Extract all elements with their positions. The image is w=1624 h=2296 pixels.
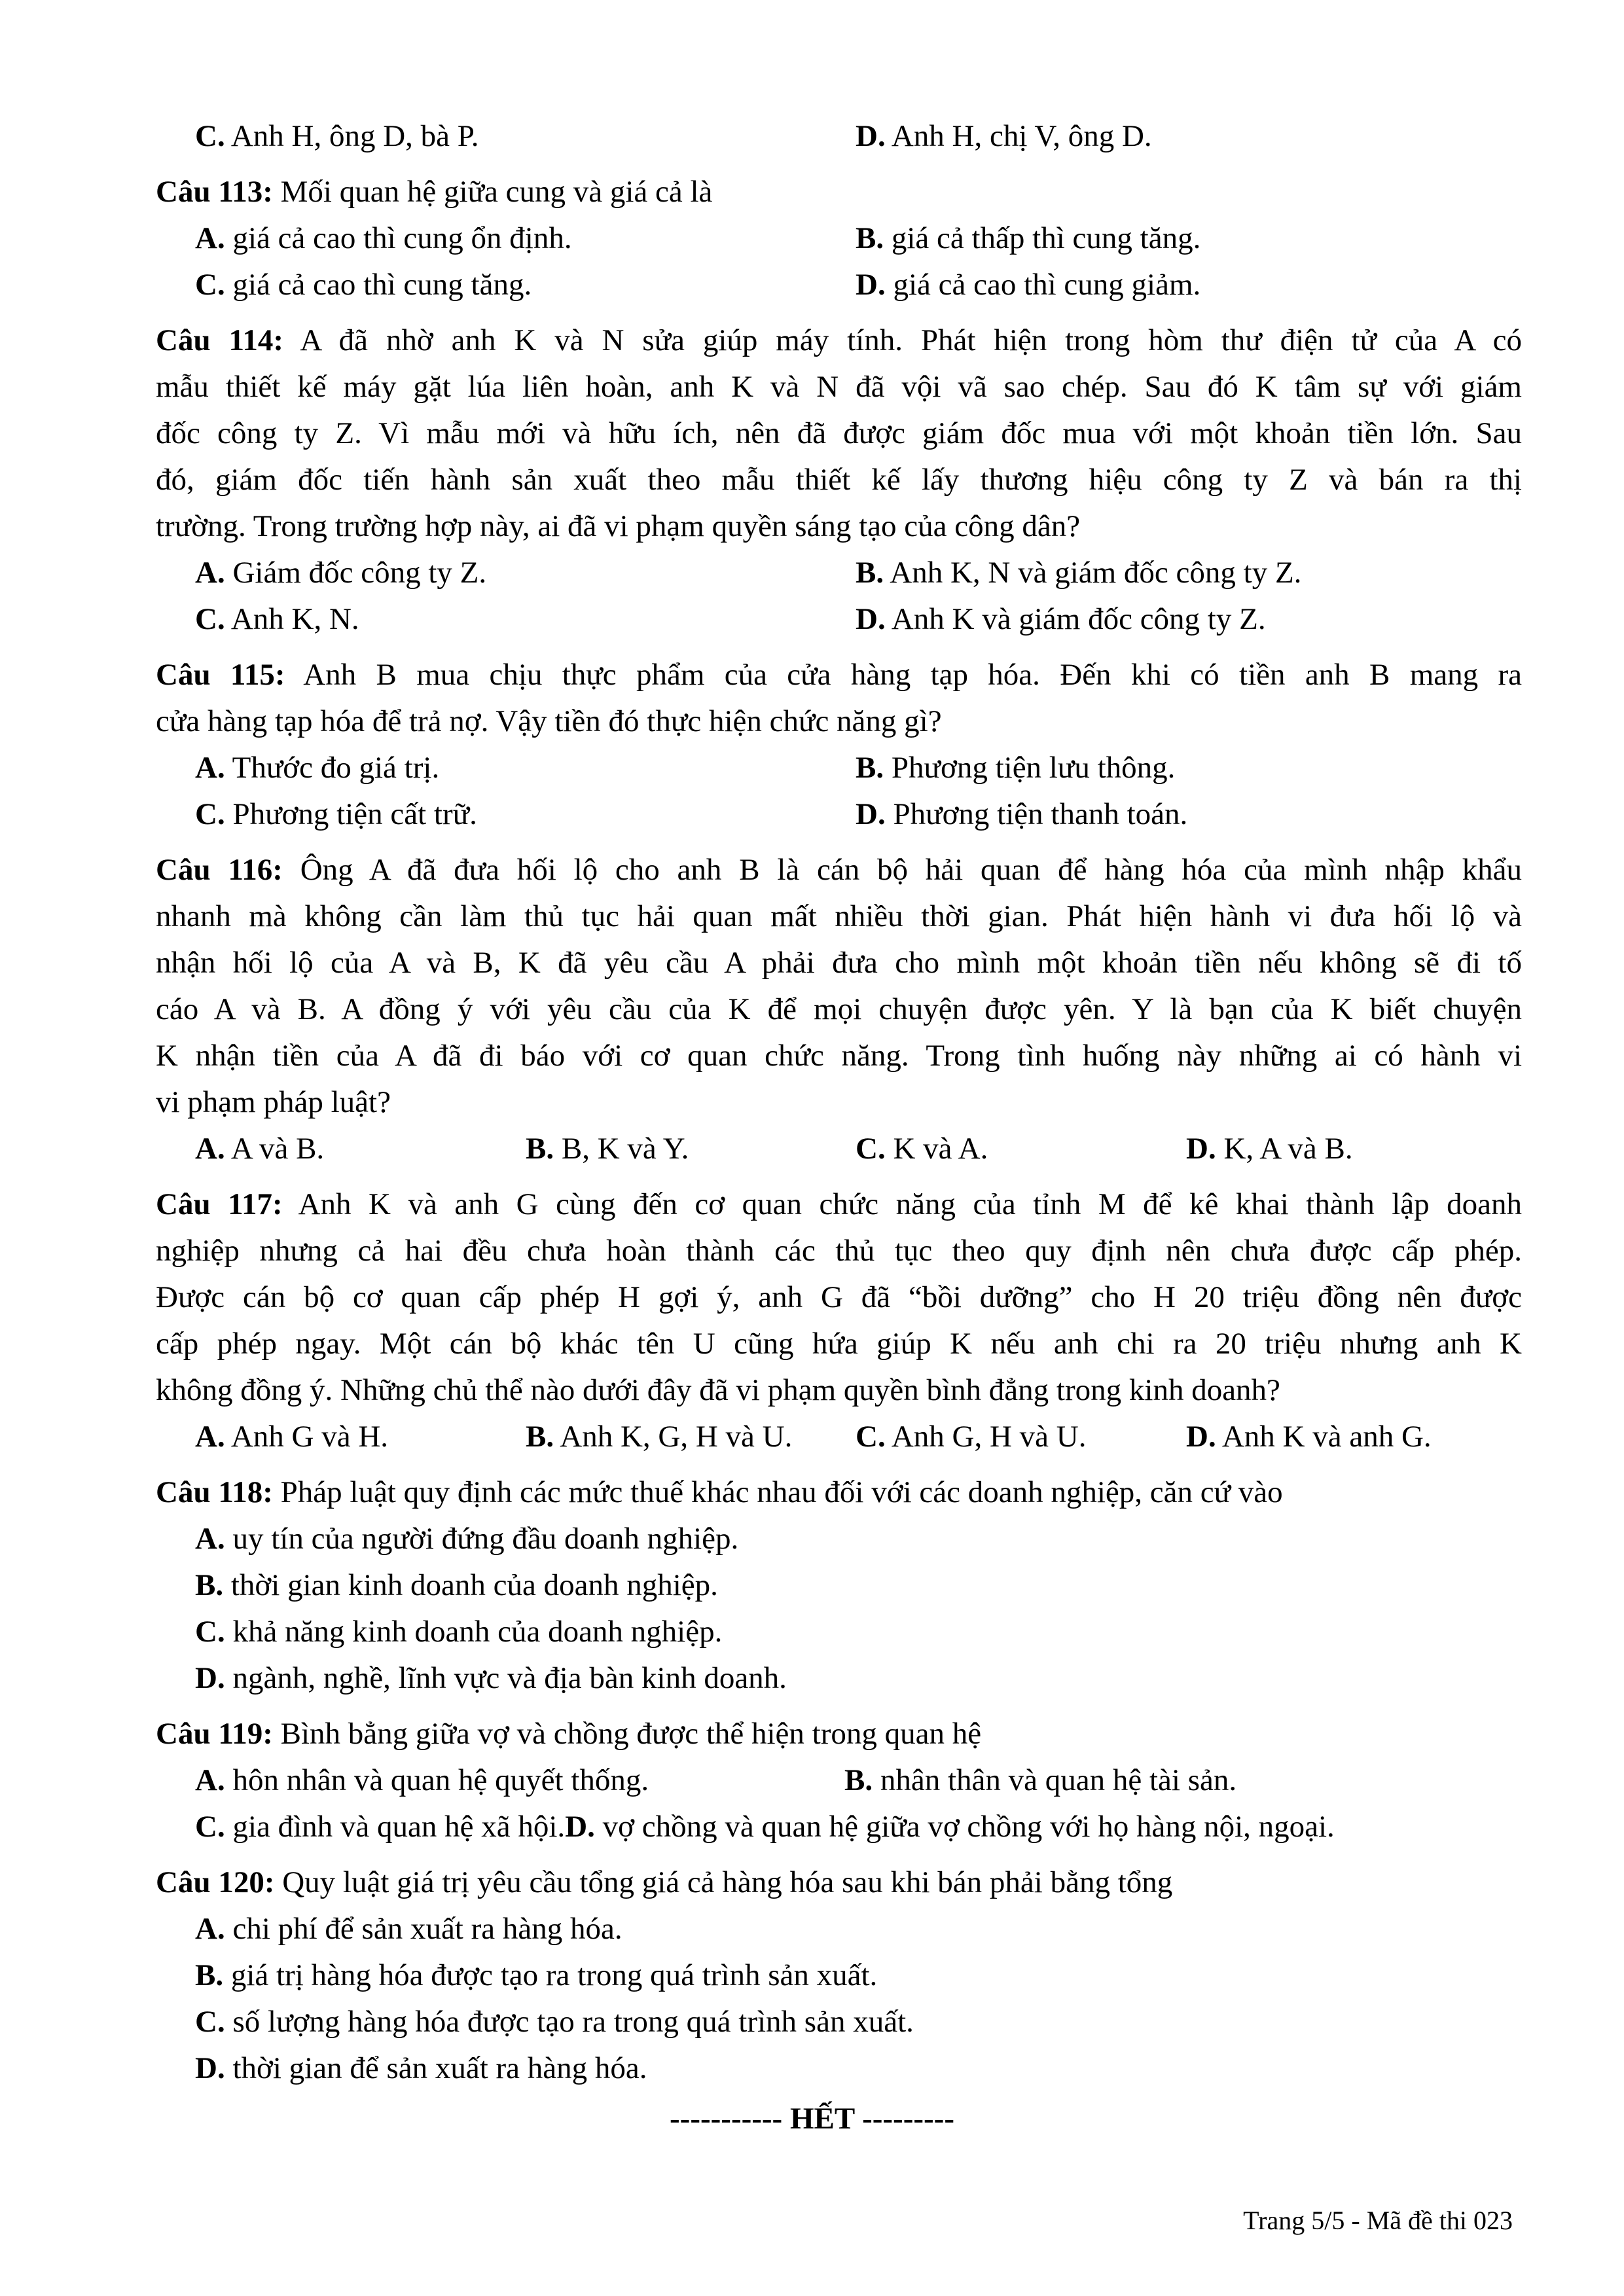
option: C. giá cả cao thì cung tăng.: [195, 268, 532, 302]
option: A. hôn nhân và quan hệ quyết thống.: [195, 1763, 649, 1797]
option: C. Anh K, N.: [195, 602, 359, 636]
q116-stem-line: cáo A và B. A đồng ý với yêu cầu của K để mọi chuyện được yên. Y là bạn của K biết chuyện: [156, 992, 1522, 1026]
q114-stem-line: trường. Trong trường hợp này, ai đã vi phạm quyền sáng tạo của công dân?: [156, 509, 1081, 543]
option: B. Phương tiện lưu thông.: [856, 751, 1176, 785]
q117-stem-line: không đồng ý. Những chủ thể nào dưới đây đã vi phạm quyền bình đẳng trong kinh doanh?: [156, 1373, 1280, 1407]
q115-options-ab: [0, 748, 1624, 787]
page-footer: Trang 5/5 - Mã đề thi 023: [1243, 2206, 1513, 2235]
option: B. Anh K, G, H và U.: [526, 1420, 793, 1454]
option: D. Anh K và anh G.: [1186, 1420, 1432, 1454]
option: B. B, K và Y.: [526, 1132, 689, 1166]
q114-stem-line: mẫu thiết kế máy gặt lúa liên hoàn, anh K và N đã vội vã sao chép. Sau đó K tâm sự với giám: [156, 370, 1522, 404]
q116-stem-line: nhận hối lộ của A và B, K đã yêu cầu A phải đưa cho mình một khoản tiền nếu không sẽ đi tố: [156, 946, 1522, 980]
q117-stem-line: Câu 117: Anh K và anh G cùng đến cơ quan chức năng của tỉnh M để kê khai thành lập doanh: [156, 1187, 1522, 1221]
q119-options-ab: [0, 1761, 1624, 1800]
q113-stem: Câu 113: Mối quan hệ giữa cung và giá cả là: [156, 175, 713, 209]
option: C. Phương tiện cất trữ.: [195, 797, 477, 831]
q116-stem-line: Câu 116: Ông A đã đưa hối lộ cho anh B là cán bộ hải quan để hàng hóa của mình nhập khẩu: [156, 853, 1522, 887]
option: B. Anh K, N và giám đốc công ty Z.: [856, 556, 1302, 590]
q117-stem-line: nghiệp nhưng cả hai đều chưa hoàn thành các thủ tục theo quy định nên chưa được cấp phép.: [156, 1234, 1522, 1268]
option: C. Anh H, ông D, bà P.: [195, 119, 479, 153]
q114-stem-line: Câu 114: A đã nhờ anh K và N sửa giúp máy tính. Phát hiện trong hòm thư điện tử của A có: [156, 323, 1522, 357]
q113-options-ab: [0, 219, 1624, 258]
option: B. giá cả thấp thì cung tăng.: [856, 221, 1201, 255]
q117-stem-line: cấp phép ngay. Một cán bộ khác tên U cũng hứa giúp K nếu anh chi ra 20 triệu nhưng anh K: [156, 1327, 1522, 1361]
q120-option-a: A. chi phí để sản xuất ra hàng hóa.: [195, 1912, 623, 1946]
option: D. Phương tiện thanh toán.: [856, 797, 1188, 831]
q118-option-c: C. khả năng kinh doanh của doanh nghiệp.: [195, 1615, 723, 1649]
q114-options-cd: [0, 600, 1624, 639]
q120-option-b: B. giá trị hàng hóa được tạo ra trong quá trình sản xuất.: [195, 1958, 878, 1992]
q112-options-cd: [0, 117, 1624, 156]
q120-stem: Câu 120: Quy luật giá trị yêu cầu tổng giá cả hàng hóa sau khi bán phải bằng tổng: [156, 1865, 1173, 1899]
option: D. Anh H, chị V, ông D.: [856, 119, 1152, 153]
q116-stem-line: nhanh mà không cần làm thủ tục hải quan mất nhiều thời gian. Phát hiện hành vi đưa hối lộ và: [156, 899, 1522, 933]
q119-options-cd: C. gia đình và quan hệ xã hội.D. vợ chồng và quan hệ giữa vợ chồng với họ hàng nội, ngoại.: [195, 1810, 1335, 1844]
q113-options-cd: [0, 265, 1624, 304]
q115-options-cd: [0, 795, 1624, 834]
q115-stem-line: cửa hàng tạp hóa để trả nợ. Vậy tiền đó thực hiện chức năng gì?: [156, 704, 942, 738]
q114-stem-line: đó, giám đốc tiến hành sản xuất theo mẫu thiết kế lấy thương hiệu công ty Z và bán ra thị: [156, 463, 1522, 497]
option: A. Giám đốc công ty Z.: [195, 556, 487, 590]
q120-option-d: D. thời gian để sản xuất ra hàng hóa.: [195, 2051, 647, 2085]
q115-stem-line: Câu 115: Anh B mua chịu thực phẩm của cửa hàng tạp hóa. Đến khi có tiền anh B mang ra: [156, 658, 1522, 692]
q120-option-c: C. số lượng hàng hóa được tạo ra trong quá trình sản xuất.: [195, 2005, 914, 2039]
q117-options: [0, 1417, 1624, 1456]
q118-option-d: D. ngành, nghề, lĩnh vực và địa bàn kinh doanh.: [195, 1661, 787, 1695]
option: B. nhân thân và quan hệ tài sản.: [844, 1763, 1237, 1797]
option: D. Anh K và giám đốc công ty Z.: [856, 602, 1266, 636]
q116-options: [0, 1129, 1624, 1168]
q117-stem-line: Được cán bộ cơ quan cấp phép H gợi ý, anh G đã “bồi dưỡng” cho H 20 triệu đồng nên được: [156, 1280, 1522, 1314]
option: D. K, A và B.: [1186, 1132, 1353, 1166]
option: A. Thước đo giá trị.: [195, 751, 440, 785]
q114-stem-line: đốc công ty Z. Vì mẫu mới và hữu ích, nên đã được giám đốc mua với một khoản tiền lớn. Sau: [156, 416, 1522, 450]
q116-stem-line: K nhận tiền của A đã đi báo với cơ quan chức năng. Trong tình huống này những ai có hành vi: [156, 1039, 1522, 1073]
q116-stem-line: vi phạm pháp luật?: [156, 1085, 391, 1119]
option: D. giá cả cao thì cung giảm.: [856, 268, 1201, 302]
option: A. giá cả cao thì cung ổn định.: [195, 221, 572, 255]
q119-stem: Câu 119: Bình bẳng giữa vợ và chồng được thể hiện trong quan hệ: [156, 1717, 982, 1751]
q118-stem: Câu 118: Pháp luật quy định các mức thuế khác nhau đối với các doanh nghiệp, căn cứ vào: [156, 1475, 1283, 1509]
end-marker: ----------- HẾT ---------: [670, 2102, 954, 2136]
option: C. Anh G, H và U.: [856, 1420, 1087, 1454]
option: A. Anh G và H.: [195, 1420, 389, 1454]
q118-option-b: B. thời gian kinh doanh của doanh nghiệp.: [195, 1568, 718, 1602]
option: C. K và A.: [856, 1132, 988, 1166]
q118-option-a: A. uy tín của người đứng đầu doanh nghiệp.: [195, 1522, 739, 1556]
option: A. A và B.: [195, 1132, 325, 1166]
q114-options-ab: [0, 553, 1624, 592]
